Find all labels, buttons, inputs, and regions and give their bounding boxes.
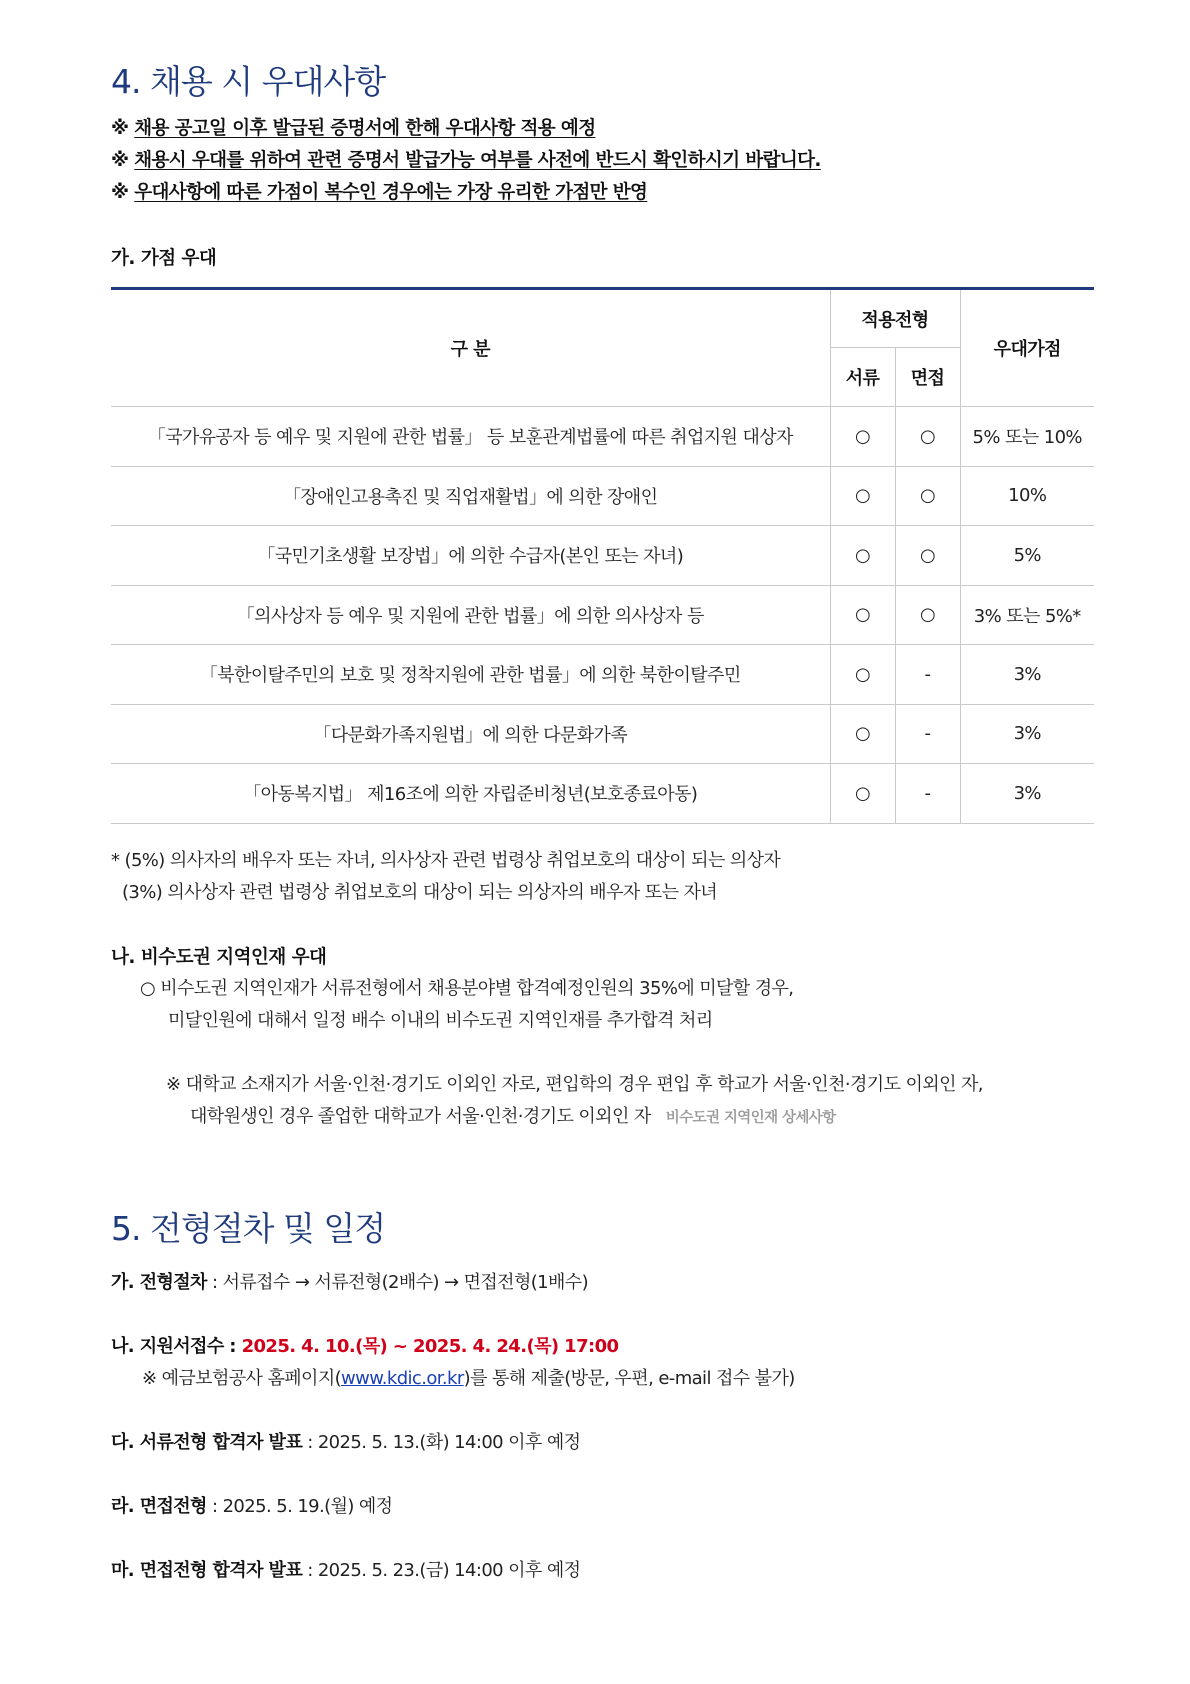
interview-label: 라. 면접전형 xyxy=(111,1496,207,1517)
table-row xyxy=(111,585,1094,645)
row-category: 「북한이탈주민의 보호 및 정착지원에 관한 법률」에 의한 북한이탈주민 xyxy=(111,645,830,705)
row-document-mark: ○ xyxy=(830,704,895,764)
interview-result-value: : 2025. 5. 23.(금) 14:00 이후 예정 xyxy=(302,1560,581,1581)
notice-mark: ※ xyxy=(111,182,135,203)
notice-line-2 xyxy=(111,146,821,172)
application-note-prefix: ※ 예금보험공사 홈페이지( xyxy=(142,1368,342,1389)
notice-mark: ※ xyxy=(111,150,135,171)
row-document-mark: ○ xyxy=(830,764,895,824)
application-label: 나. 지원서접수 : xyxy=(111,1336,242,1357)
notice-line-1 xyxy=(111,114,595,140)
row-interview-mark: - xyxy=(895,764,960,824)
row-category: 「국민기초생활 보장법」에 의한 수급자(본인 또는 자녀) xyxy=(111,526,830,586)
notice-text: 채용시 우대를 위하여 관련 증명서 발급가능 여부를 사전에 반드시 확인하시기 바랍니다. xyxy=(134,150,821,171)
row-interview-mark: - xyxy=(895,704,960,764)
regional-talent-bullet-cont: 미달인원에 대해서 일정 배수 이내의 비수도권 지역인재를 추가합격 처리 xyxy=(168,1010,713,1031)
subsection-na-title: 나. 비수도권 지역인재 우대 xyxy=(111,947,327,968)
header-applied-stage: 적용전형 xyxy=(830,289,960,348)
table-row xyxy=(111,407,1094,467)
row-points: 3% xyxy=(960,764,1094,824)
row-category: 「의사상자 등 예우 및 지원에 관한 법률」에 의한 의사상자 등 xyxy=(111,585,830,645)
regional-talent-note-cont xyxy=(190,1102,836,1128)
schedule-item-document-result xyxy=(111,1428,580,1454)
footnote-1: * (5%) 의사자의 배우자 또는 자녀, 의사상자 관련 법령상 취업보호의 대상이 되는 의상자 xyxy=(111,850,781,871)
regional-talent-note-text: 대학원생인 경우 졸업한 대학교가 서울·인천·경기도 이외인 자 xyxy=(190,1106,651,1127)
notice-text: 우대사항에 따른 가점이 복수인 경우에는 가장 유리한 가점만 반영 xyxy=(134,182,648,203)
regional-talent-bullet: ○ 비수도권 지역인재가 서류전형에서 채용분야별 합격예정인원의 35%에 미달할 경우, xyxy=(140,978,794,999)
interview-value: : 2025. 5. 19.(월) 예정 xyxy=(206,1496,393,1517)
footnote-2: (3%) 의사상자 관련 법령상 취업보호의 대상이 되는 의상자의 배우자 또는 자녀 xyxy=(122,882,718,903)
row-document-mark: ○ xyxy=(830,466,895,526)
subsection-ga-title: 가. 가점 우대 xyxy=(111,248,217,269)
row-interview-mark: ○ xyxy=(895,407,960,467)
row-interview-mark: ○ xyxy=(895,526,960,586)
table-row xyxy=(111,704,1094,764)
header-points: 우대가점 xyxy=(960,289,1094,407)
regional-talent-note: ※ 대학교 소재지가 서울·인천·경기도 이외인 자로, 편입학의 경우 편입 후 학교가 서울·인천·경기도 이외인 자, xyxy=(166,1074,983,1095)
table-row xyxy=(111,466,1094,526)
schedule-item-interview xyxy=(111,1492,392,1518)
row-points: 3% 또는 5%* xyxy=(960,585,1094,645)
section-4-title: 4. 채용 시 우대사항 xyxy=(111,62,386,101)
schedule-item-application xyxy=(111,1332,618,1358)
row-interview-mark: - xyxy=(895,645,960,705)
table-row xyxy=(111,764,1094,824)
interview-result-label: 마. 면접전형 합격자 발표 xyxy=(111,1560,303,1581)
document-result-value: : 2025. 5. 13.(화) 14:00 이후 예정 xyxy=(302,1432,581,1453)
schedule-item-interview-result xyxy=(111,1556,580,1582)
section-5-title: 5. 전형절차 및 일정 xyxy=(111,1209,386,1248)
preference-points-table xyxy=(111,287,1094,824)
row-document-mark: ○ xyxy=(830,645,895,705)
header-document: 서류 xyxy=(830,348,895,407)
notice-mark: ※ xyxy=(111,118,135,139)
row-category: 「아동복지법」 제16조에 의한 자립준비청년(보호종료아동) xyxy=(111,764,830,824)
application-note xyxy=(142,1364,795,1390)
row-category: 「국가유공자 등 예우 및 지원에 관한 법률」 등 보훈관계법률에 따른 취업지원 대상자 xyxy=(111,407,830,467)
row-points: 5% xyxy=(960,526,1094,586)
row-points: 3% xyxy=(960,704,1094,764)
kdic-website-link[interactable]: www.kdic.or.kr xyxy=(341,1368,464,1389)
row-document-mark: ○ xyxy=(830,407,895,467)
header-interview: 면접 xyxy=(895,348,960,407)
procedure-value: : 서류접수 → 서류전형(2배수) → 면접전형(1배수) xyxy=(206,1272,589,1293)
row-interview-mark: ○ xyxy=(895,585,960,645)
schedule-item-procedure xyxy=(111,1268,588,1294)
header-category: 구 분 xyxy=(111,289,830,407)
row-interview-mark: ○ xyxy=(895,466,960,526)
row-points: 10% xyxy=(960,466,1094,526)
row-document-mark: ○ xyxy=(830,526,895,586)
notice-line-3 xyxy=(111,178,647,204)
application-period: 2025. 4. 10.(목) ~ 2025. 4. 24.(목) 17:00 xyxy=(241,1336,619,1357)
application-note-suffix: )를 통해 제출(방문, 우편, e-mail 접수 불가) xyxy=(463,1368,795,1389)
row-points: 5% 또는 10% xyxy=(960,407,1094,467)
document-result-label: 다. 서류전형 합격자 발표 xyxy=(111,1432,303,1453)
row-points: 3% xyxy=(960,645,1094,705)
table-row xyxy=(111,645,1094,705)
notice-text: 채용 공고일 이후 발급된 증명서에 한해 우대사항 적용 예정 xyxy=(134,118,596,139)
row-document-mark: ○ xyxy=(830,585,895,645)
table-row xyxy=(111,526,1094,586)
regional-talent-detail-link[interactable]: 비수도권 지역인재 상세사항 xyxy=(665,1110,836,1126)
procedure-label: 가. 전형절차 xyxy=(111,1272,207,1293)
row-category: 「다문화가족지원법」에 의한 다문화가족 xyxy=(111,704,830,764)
row-category: 「장애인고용촉진 및 직업재활법」에 의한 장애인 xyxy=(111,466,830,526)
